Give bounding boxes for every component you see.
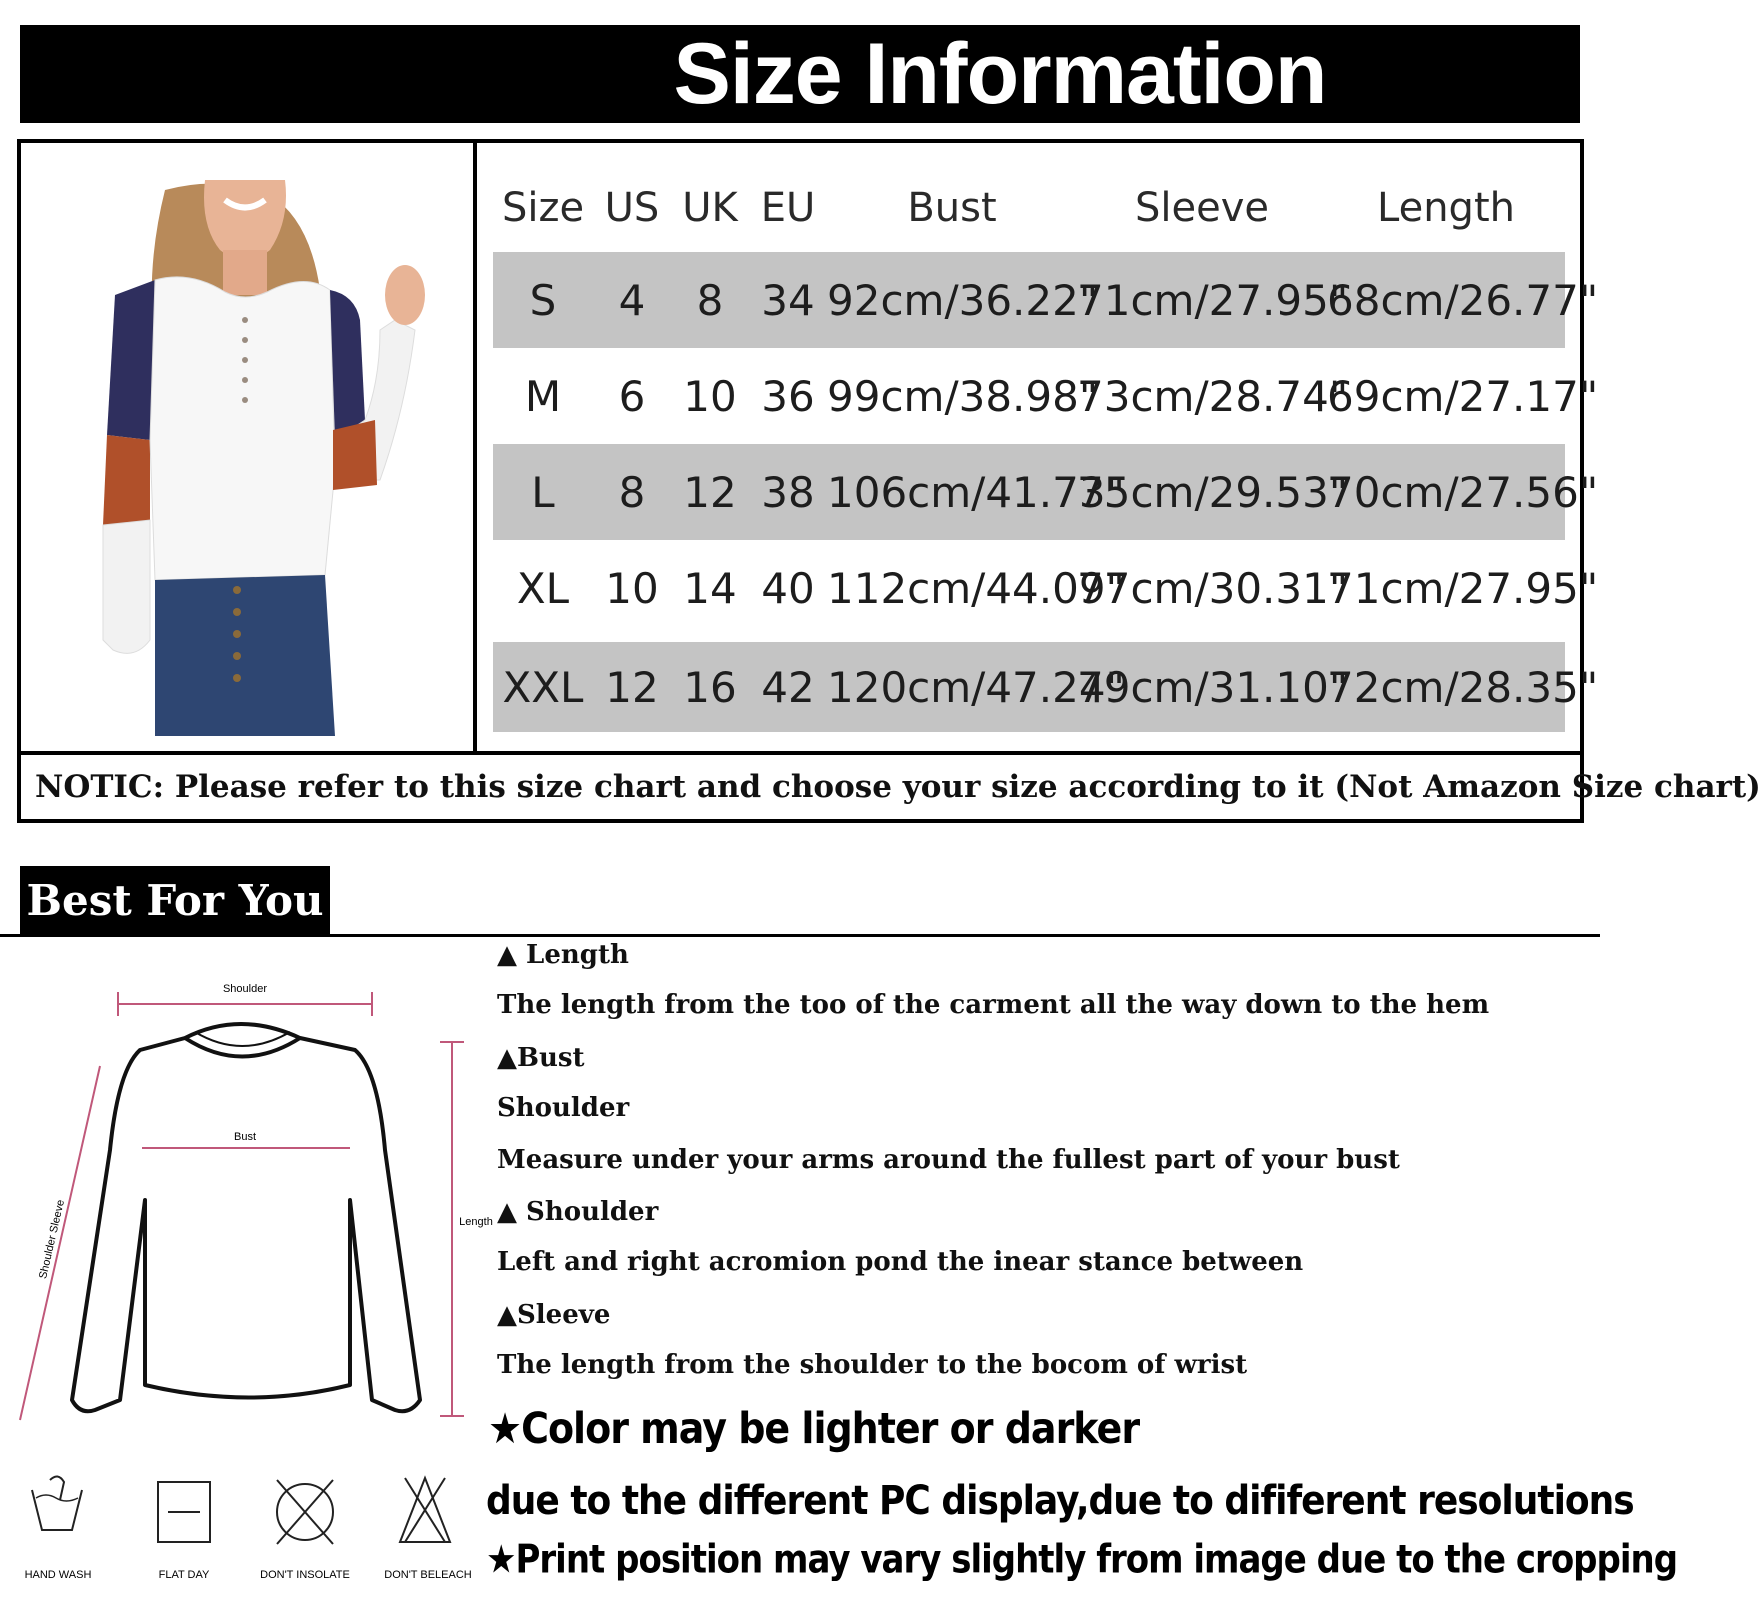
table-cell: 8 [618, 467, 646, 517]
flat-dry-icon [158, 1482, 210, 1542]
dont-bleach-icon [400, 1478, 450, 1542]
hand-wash-icon [32, 1476, 82, 1530]
table-cell: 70cm/27.56" [1327, 467, 1599, 517]
care-label: FLAT DAY [158, 1569, 210, 1581]
table-cell: 4 [618, 275, 646, 325]
table-header-cell: Length [1377, 185, 1515, 231]
table-cell: M [524, 371, 562, 421]
table-cell: 75cm/29.53" [1077, 467, 1349, 517]
sleeve-measure-line [20, 1066, 100, 1420]
table-row [493, 540, 1599, 636]
care-label: DON'T INSOLATE [260, 1569, 350, 1581]
table-cell: 73cm/28.74" [1077, 371, 1349, 421]
care-icons [20, 1470, 480, 1595]
header-bar [20, 25, 1580, 123]
table-header-cell: UK [682, 185, 738, 231]
table-row [493, 252, 1599, 348]
table-cell: 16 [683, 662, 737, 712]
table-cell: 34 [761, 275, 815, 325]
table-cell: L [531, 467, 555, 517]
bust-subtitle: Shoulder [497, 1093, 630, 1123]
length-label: Length [459, 1216, 493, 1228]
shoulder-title: ▲ Shoulder [497, 1197, 659, 1227]
garment-measurement-diagram [0, 980, 493, 1430]
model-photo [95, 180, 445, 736]
shoulder-sleeve-label: Shoulder Sleeve [37, 1198, 68, 1281]
table-cell: XXL [502, 662, 584, 712]
section-divider [0, 934, 1600, 937]
table-header-cell: Size [501, 185, 585, 231]
table-row [493, 444, 1599, 540]
table-cell: 42 [761, 662, 815, 712]
table-cell: 8 [696, 275, 724, 325]
table-header-cell: EU [760, 185, 816, 231]
shoulder-text: Left and right acromion pond the inear stance between [497, 1247, 1304, 1277]
sweater-outline [72, 1024, 420, 1411]
color-note: ★Color may be lighter or darker [488, 1404, 1140, 1454]
table-cell: S [529, 275, 557, 325]
table-cell: 40 [761, 563, 815, 613]
table-cell: 120cm/47.24" [827, 662, 1125, 712]
print-note: ★Print position may vary slightly from image due to the cropping [486, 1537, 1678, 1583]
table-row [493, 642, 1599, 732]
dont-insolate-icon [277, 1480, 333, 1544]
table-row [493, 348, 1599, 444]
table-cell: 12 [683, 467, 737, 517]
table-cell: 79cm/31.10" [1077, 662, 1349, 712]
table-cell: 10 [605, 563, 659, 613]
table-cell: 77cm/30.31" [1077, 563, 1349, 613]
table-cell: 36 [761, 371, 815, 421]
table-cell: 71cm/27.95" [1077, 275, 1349, 325]
bust-label: Bust [233, 1131, 257, 1143]
bust-title: ▲Bust [497, 1043, 585, 1073]
table-cell: 92cm/36.22" [827, 275, 1099, 325]
page-title: Size Information [673, 26, 1327, 122]
table-cell: 112cm/44.09" [827, 563, 1125, 613]
sleeve-text: The length from the shoulder to the bocom of wrist [497, 1350, 1248, 1380]
sweater-collar [185, 1038, 300, 1057]
table-cell: 71cm/27.95" [1327, 563, 1599, 613]
table-cell: XL [516, 563, 570, 613]
table-cell: 99cm/38.98" [827, 371, 1099, 421]
shoulder-label: Shoulder [222, 983, 268, 995]
size-notice: NOTIC: Please refer to this size chart and choose your size according to it (Not Amazon Size chart) [35, 769, 1761, 805]
table-cell: 14 [683, 563, 737, 613]
table-cell: 38 [761, 467, 815, 517]
table-cell: 106cm/41.73" [827, 467, 1125, 517]
display-note: due to the different PC display,due to dififerent resolutions [486, 1478, 1634, 1524]
bust-text: Measure under your arms around the fullest part of your bust [497, 1145, 1400, 1175]
sleeve-title: ▲Sleeve [497, 1300, 611, 1330]
table-cell: 10 [683, 371, 737, 421]
table-cell: 6 [618, 371, 646, 421]
length-text: The length from the too of the carment all the way down to the hem [497, 990, 1490, 1020]
sweater-collar-inner [195, 1032, 290, 1046]
frame-divider [473, 139, 477, 753]
table-header-cell: Bust [907, 185, 997, 231]
table-header-cell: US [604, 185, 660, 231]
table-header-cell: Sleeve [1134, 185, 1269, 231]
table-cell: 68cm/26.77" [1327, 275, 1599, 325]
best-for-you-tab: Best For You [20, 866, 330, 936]
length-title: ▲ Length [497, 940, 629, 970]
table-cell: 72cm/28.35" [1327, 662, 1599, 712]
table-cell: 12 [605, 662, 659, 712]
table-header-row [493, 172, 1565, 244]
care-label: HAND WASH [24, 1569, 92, 1581]
table-cell: 69cm/27.17" [1327, 371, 1599, 421]
care-label: DON'T BELEACH [384, 1569, 472, 1581]
